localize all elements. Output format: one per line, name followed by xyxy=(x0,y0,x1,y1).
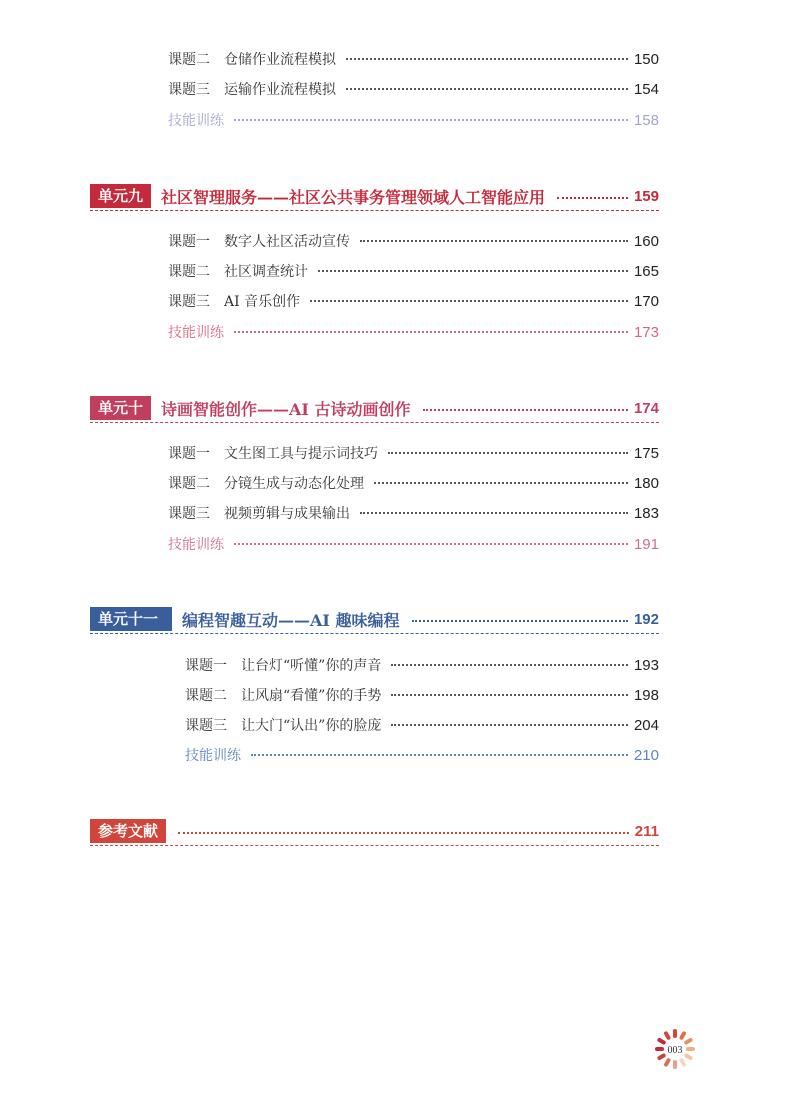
lesson-title: 视频剪辑与成果输出 xyxy=(224,506,350,522)
dot-leader xyxy=(391,664,628,666)
unit-heading-9 xyxy=(90,184,659,208)
unit-tag: 单元九 xyxy=(90,184,151,208)
lesson-title: 让风扇“看懂”你的手势 xyxy=(241,688,382,704)
dot-leader xyxy=(412,620,628,622)
toc-lesson-row xyxy=(168,291,659,313)
dot-leader xyxy=(423,409,628,411)
page-number: 158 xyxy=(633,112,659,129)
skill-label: 技能训练 xyxy=(185,748,241,764)
lesson-label: 课题三 xyxy=(168,82,210,98)
toc-lesson-row xyxy=(185,715,659,737)
page-number: 204 xyxy=(633,717,659,734)
dot-leader xyxy=(360,512,628,514)
dot-leader xyxy=(234,543,628,545)
page-number: 174 xyxy=(633,399,659,417)
lesson-title: 文生图工具与提示词技巧 xyxy=(224,446,378,462)
unit-heading-10 xyxy=(90,396,659,420)
dot-leader xyxy=(178,832,629,834)
page-number: 173 xyxy=(633,324,659,341)
unit-divider xyxy=(90,422,659,423)
toc-skill-row xyxy=(168,534,659,556)
page-number: 154 xyxy=(633,81,659,98)
toc-lesson-row xyxy=(168,79,659,101)
page-number: 170 xyxy=(633,293,659,310)
dot-leader xyxy=(234,331,628,333)
lesson-label: 课题三 xyxy=(168,506,210,522)
page-number: 160 xyxy=(633,233,659,250)
references-divider xyxy=(90,845,659,846)
page-number: 198 xyxy=(633,687,659,704)
dot-leader xyxy=(557,197,628,199)
page-number-badge xyxy=(650,1024,700,1074)
toc-lesson-row xyxy=(185,685,659,707)
lesson-title: 让台灯“听懂”你的声音 xyxy=(241,658,382,674)
toc-lesson-row xyxy=(168,503,659,525)
lesson-title: 数字人社区活动宣传 xyxy=(224,234,350,250)
toc-skill-row xyxy=(168,110,659,132)
page-number: 165 xyxy=(633,263,659,280)
dot-leader xyxy=(251,754,628,756)
dot-leader xyxy=(374,482,628,484)
toc-lesson-row xyxy=(168,443,659,465)
lesson-label: 课题二 xyxy=(168,264,210,280)
unit-title: 编程智趣互动——AI 趣味编程 xyxy=(182,610,400,630)
lesson-title: 仓储作业流程模拟 xyxy=(224,52,336,68)
page-number: 159 xyxy=(633,187,659,205)
page-number-text: 003 xyxy=(667,1045,683,1056)
unit-title: 社区智理服务——社区公共事务管理领域人工智能应用 xyxy=(161,187,546,207)
lesson-title: 分镜生成与动态化处理 xyxy=(224,476,364,492)
sunburst-icon xyxy=(650,1024,700,1074)
references-tag: 参考文献 xyxy=(90,819,166,843)
toc-lesson-row xyxy=(168,261,659,283)
dot-leader xyxy=(310,300,628,302)
dot-leader xyxy=(346,88,628,90)
toc-lesson-row xyxy=(185,655,659,677)
page-number: 150 xyxy=(633,51,659,68)
toc-lesson-row xyxy=(168,231,659,253)
dot-leader xyxy=(346,58,628,60)
unit-tag: 单元十 xyxy=(90,396,151,420)
page-number: 180 xyxy=(633,475,659,492)
toc-skill-row xyxy=(168,322,659,344)
lesson-label: 课题二 xyxy=(168,52,210,68)
dot-leader xyxy=(391,694,628,696)
lesson-title: 社区调查统计 xyxy=(224,264,308,280)
unit-divider xyxy=(90,210,659,211)
lesson-title: 运输作业流程模拟 xyxy=(224,82,336,98)
page-number: 192 xyxy=(633,610,659,628)
lesson-label: 课题二 xyxy=(185,688,227,704)
page-number: 191 xyxy=(633,536,659,553)
references-heading xyxy=(90,819,659,843)
page-number: 210 xyxy=(633,747,659,764)
lesson-title: 让大门“认出”你的脸庞 xyxy=(241,718,382,734)
dot-leader xyxy=(234,119,628,121)
unit-tag: 单元十一 xyxy=(90,607,172,631)
dot-leader xyxy=(318,270,628,272)
unit-title: 诗画智能创作——AI 古诗动画创作 xyxy=(161,399,411,419)
lesson-label: 课题一 xyxy=(168,234,210,250)
lesson-label: 课题三 xyxy=(185,718,227,734)
lesson-label: 课题三 xyxy=(168,294,210,310)
toc-lesson-row xyxy=(168,473,659,495)
unit-heading-11 xyxy=(90,607,659,631)
page-number: 175 xyxy=(633,445,659,462)
page-number: 183 xyxy=(633,505,659,522)
dot-leader xyxy=(360,240,628,242)
page-number: 193 xyxy=(633,657,659,674)
toc-lesson-row xyxy=(168,49,659,71)
skill-label: 技能训练 xyxy=(168,113,224,129)
toc-skill-row xyxy=(185,745,659,767)
page-number: 211 xyxy=(634,822,659,840)
unit-divider xyxy=(90,633,659,634)
lesson-title: AI 音乐创作 xyxy=(224,294,301,310)
lesson-label: 课题一 xyxy=(168,446,210,462)
lesson-label: 课题一 xyxy=(185,658,227,674)
skill-label: 技能训练 xyxy=(168,325,224,341)
dot-leader xyxy=(388,452,628,454)
skill-label: 技能训练 xyxy=(168,537,224,553)
dot-leader xyxy=(391,724,628,726)
lesson-label: 课题二 xyxy=(168,476,210,492)
